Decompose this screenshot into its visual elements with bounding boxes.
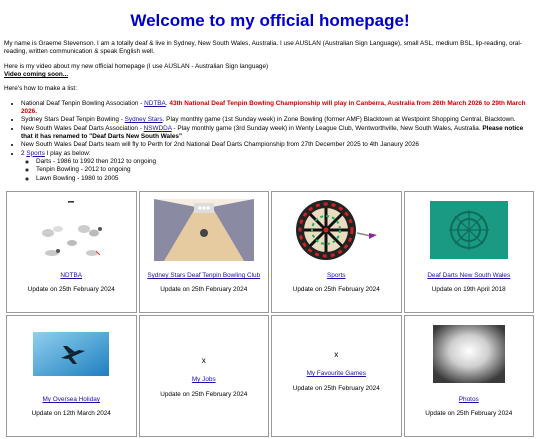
placeholder-x: x — [201, 356, 206, 366]
sport-item: ◦ Darts - 1986 to 1992 then 2012 to ongoing — [36, 158, 536, 166]
info-list — [4, 100, 536, 183]
tile-update: Update on 25th February 2024 — [292, 384, 380, 392]
video-line: Here is my video about my new official homepage (I use AUSLAN - Australian Sign language) — [4, 62, 269, 70]
sports-sublist — [21, 158, 536, 183]
deaf-darts-logo[interactable] — [407, 196, 532, 264]
link-sydney-stars[interactable]: Sydney Stars — [124, 116, 163, 124]
tile-label[interactable]: My Favourite Games — [306, 370, 366, 378]
tile-update: Update on 12th March 2024 — [31, 410, 111, 418]
tile-update: Update on 25th February 2024 — [292, 286, 380, 294]
list-item — [21, 150, 536, 183]
link-sports[interactable]: Sports — [26, 149, 45, 157]
tile-label[interactable]: Photos — [458, 396, 479, 404]
tile-update: Update on 25th February 2024 — [425, 410, 513, 418]
dartboard-image[interactable] — [274, 196, 399, 264]
list-item: • New South Wales Deaf Darts team will fly to Perth for 2nd National Deaf Darts Championship from 27th December 2025 to 4th Janaury 2026 — [21, 141, 536, 149]
list-item-text: National Deaf Tenpin Bowling Association - — [21, 99, 145, 107]
placeholder-x: x — [334, 350, 339, 360]
list-item-text: - Play monthly game (3rd Sunday week) in Wenty League Club, Wentworthville, New South Wales, Australia. — [171, 124, 483, 132]
tile-row — [6, 191, 534, 313]
tile-sports — [271, 191, 402, 313]
tile-my-jobs — [139, 315, 270, 437]
list-item-text: I play as below: — [44, 149, 91, 157]
tile-update: Update on 25th February 2024 — [27, 286, 115, 294]
list-item-text: New South Wales Deaf Darts Association - — [21, 124, 144, 132]
sport-item: ◦ Lawn Bowling - 1980 to 2005 — [36, 175, 536, 183]
bowling-pins-image[interactable] — [9, 196, 134, 264]
video-coming-soon: Video coming soon... — [4, 71, 69, 79]
link-ndtba[interactable]: NDTBA — [144, 99, 166, 107]
tile-update: Update on 25th February 2024 — [160, 286, 248, 294]
tile-label[interactable]: Sports — [327, 272, 346, 280]
rename-notice: Please notice that it has renamed to "Deaf Darts New South Wales" — [21, 124, 524, 141]
tile-grid — [4, 189, 536, 439]
tile-deaf-darts-nsw — [404, 191, 535, 313]
airplane-image[interactable] — [9, 320, 134, 388]
list-intro: Here's how to make a list: — [4, 85, 77, 93]
list-item-text: Sydney Stars Deaf Tenpin Bowling - — [21, 116, 125, 124]
tile-ndtba — [6, 191, 137, 313]
list-item — [21, 125, 536, 142]
sport-item: ◦ Tenpin Bowling - 2012 to ongoing — [36, 166, 536, 174]
list-item-separator: . — [165, 99, 170, 107]
tile-update: Update on 19th April 2018 — [431, 286, 506, 294]
tile-label[interactable]: My Oversea Holiday — [42, 396, 101, 404]
tile-label[interactable]: Sydney Stars Deaf Tenpin Bowling Club — [147, 272, 261, 280]
tile-update: Update on 25th February 2024 — [160, 390, 248, 398]
tile-label[interactable]: NDTBA — [60, 272, 83, 280]
link-nswdda[interactable]: NSWDDA — [143, 124, 172, 132]
photos-image[interactable] — [407, 320, 532, 388]
championship-notice: 43th National Deaf Tenpin Bowling Championship will play in Canberra, Australia from 26th March 2026 to 29th March 2026. — [21, 99, 526, 116]
list-item-text: . Play monthly game (1st Sunday week) in Zone Bowling (former AMF) Blacktown at Westpoint Shopping Central, Blacktown. — [162, 116, 516, 124]
list-item — [21, 116, 536, 124]
tile-photos — [404, 315, 535, 437]
page-title: Welcome to my official homepage! — [130, 11, 410, 30]
tile-favourite-games — [271, 315, 402, 437]
tile-oversea-holiday — [6, 315, 137, 437]
tile-row — [6, 315, 534, 437]
intro-text: My name is Graeme Stevenson. I am a totally deaf & live in Sydney, New South Wales, Australia. I use AUSLAN (Australian Sign Language), small ASL, medium BSL, lip-reading, oral-reading, written communication & speak English well. — [4, 40, 522, 56]
list-item — [21, 100, 536, 117]
tile-label[interactable]: Deaf Darts New South Wales — [427, 272, 511, 280]
tile-sydney-stars — [139, 191, 270, 313]
list-item-text: 2 — [21, 149, 27, 157]
video-section — [4, 63, 536, 80]
bowling-lane-image[interactable] — [142, 196, 267, 264]
tile-label[interactable]: My Jobs — [191, 376, 216, 384]
